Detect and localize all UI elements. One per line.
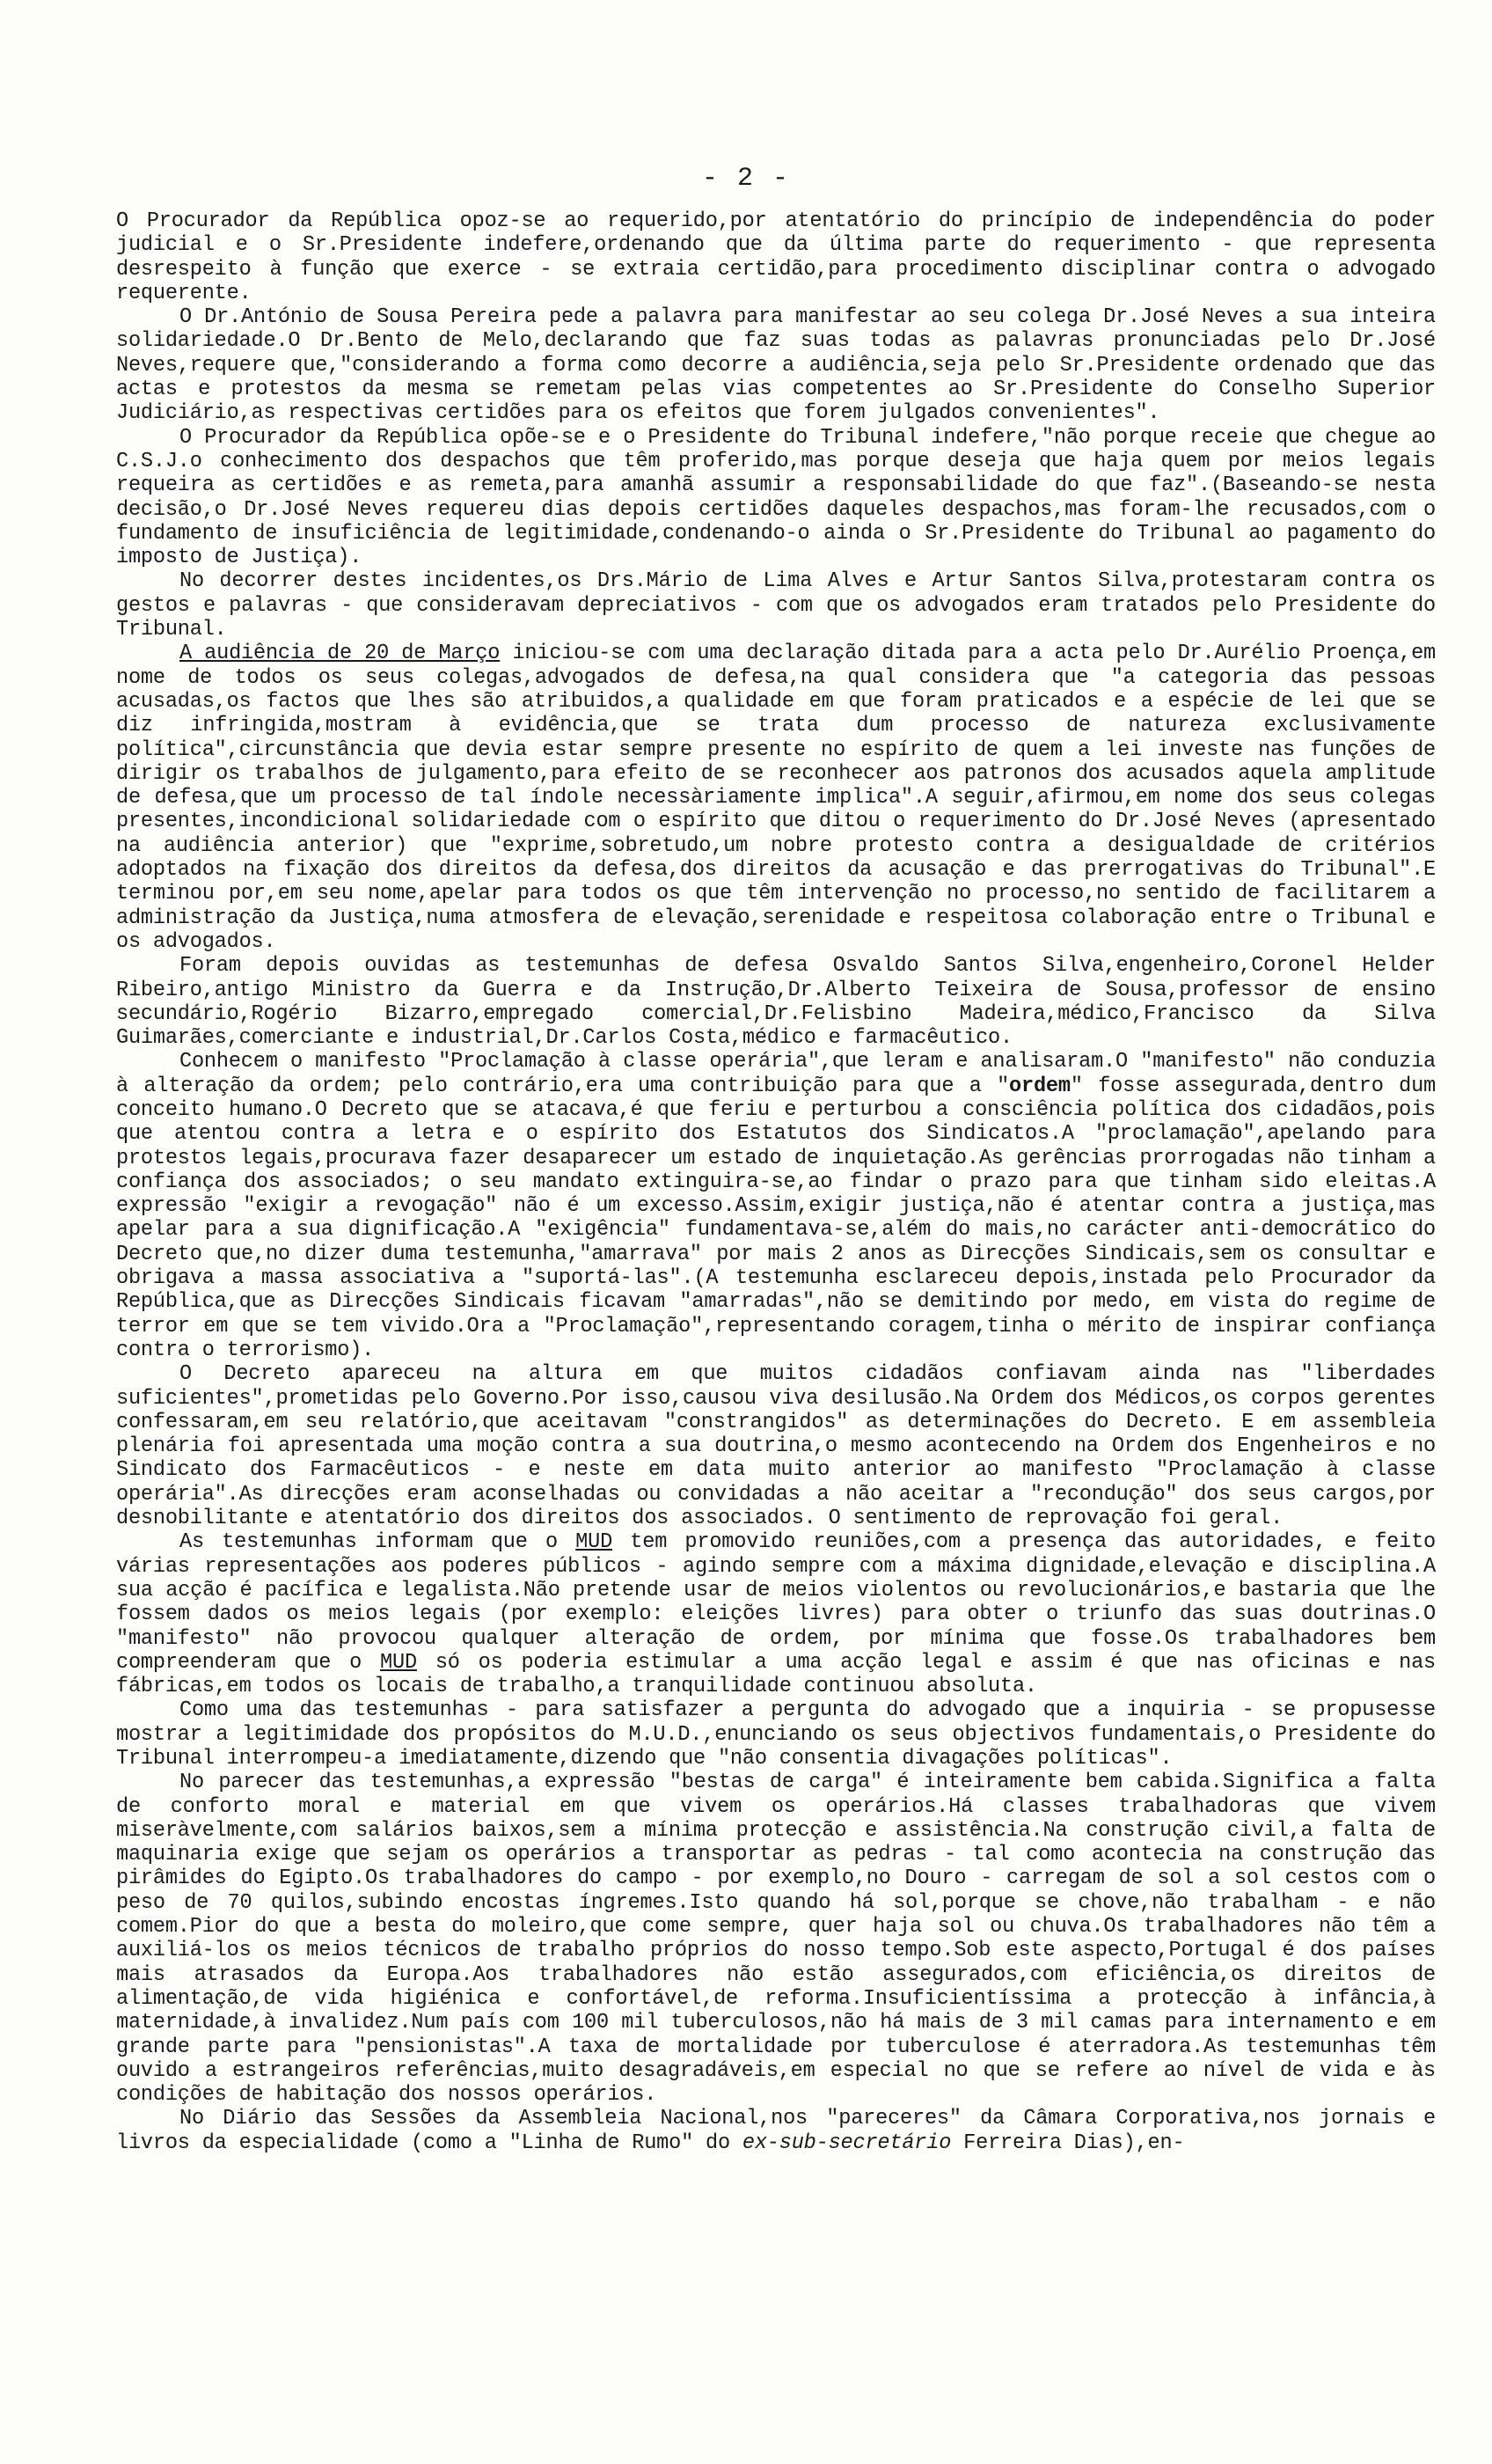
text-run: O Procurador da República opõe-se e o Presidente do Tribunal indefere,"não porque receie que chegue ao C.S.J.o conhecimento dos despachos que têm proferido,mas porque deseja que haja quem por meios legais requeira as certidões e as remeta,para amanhã assumir a responsabilidade do que faz".(Baseando-se nesta decisão,o Dr.José Neves requereu dias depois certidões daqueles despachos,mas foram-lhe recusados,com o fundamento de insuficiência de legitimidade,condenando-o ainda o Sr.Presidente do Tribunal ao pagamento do imposto de Justiça).: [116, 425, 1436, 570]
paragraph: [116, 1698, 1436, 1771]
paragraph: [116, 569, 1436, 642]
text-run: " fosse assegurada,dentro dum conceito humano.O Decreto que se atacava,é que feriu e perturbou a consciência política dos cidadãos,pois que atentou contra a letra e o espírito dos Estatutos dos Sindicatos.A "proclamação",apelando para protestos legais,procurava fazer desaparecer um estado de inquietação.As gerências prorrogadas não tinham a confiança dos associados; o seu mandato extinguira-se,ao findar o prazo para que tinham sido eleitas.A expressão "exigir a revogação" não é um excesso.Assim,exigir justiça,não é atentar contra a justiça,mas apelar para a sua dignificação.A "exigência" fundamentava-se,além do mais,no carácter anti-democrático do Decreto que,no dizer duma testemunha,"amarrava" por mais 2 anos as Direcções Sindicais,sem os consultar e obrigava a massa associativa a "suportá-las".(A testemunha esclareceu depois,instada pelo Procurador da República,que as Direcções Sindicais ficavam "amarradas",não se demitindo por medo, em vista do regime de terror em que se tem vivido.Ora a "Proclamação",representando coragem,tinha o mérito de inspirar confiança contra o terrorismo).: [116, 1074, 1436, 1362]
underlined-date-heading: A audiência de 20 de Março: [179, 642, 501, 666]
text-run: Conhecem o manifesto "Proclamação à classe operária",que leram e analisaram.O "manifesto" não conduzia à alteração da ordem; pelo contrário,era uma contribuição para que a ": [116, 1050, 1436, 1098]
text-run: só os poderia estimular a uma acção legal e assim é que nas oficinas e nas fábricas,em todos os locais de trabalho,a tranquilidade continuou absoluta.: [116, 1650, 1436, 1699]
text-run: As testemunhas informam que o: [179, 1530, 576, 1555]
paragraph: [116, 642, 1436, 954]
emphasized-word: ordem: [1009, 1074, 1071, 1098]
paragraph: [116, 1050, 1436, 1362]
page-number: - 2 -: [701, 164, 790, 194]
paragraph: [116, 426, 1436, 570]
paragraph: [116, 1530, 1436, 1698]
underlined-acronym: MUD: [575, 1530, 613, 1555]
text-run: Como uma das testemunhas - para satisfazer a pergunta do advogado que a inquiria - se propusesse mostrar a legitimidade dos propósitos do M.U.D.,enunciando os seus objectivos fundamentais,o Presidente do Tribunal interrompeu-a imediatamente,dizendo que "não consentia divagações políticas".: [116, 1698, 1436, 1771]
text-run: iniciou-se com uma declaração ditada para a acta pelo Dr.Aurélio Proença,em nome de todos os seus colegas,advogados de defesa,na qual considera que "a categoria das pessoas acusadas,os factos que lhes são atribuidos,a qualidade em que foram praticados e a espécie de lei que se diz infringida,mostram à evidência,que se trata dum processo de natureza exclusivamente política",circunstância que devia estar sempre presente no espírito de quem a lei investe nas funções de dirigir os trabalhos de julgamento,para efeito de se reconhecer aos patronos dos acusados aquela amplitude de defesa,que um processo de tal índole necessàriamente implica".A seguir,afirmou,em nome dos seus colegas presentes,incondicional solidariedade com o espírito que ditou o requerimento do Dr.José Neves (apresentado na audiência anterior) que "exprime,sobretudo,um nobre protesto contra a desigualdade de critérios adoptados na fixação dos direitos da defesa,dos direitos da acusação e das prerrogativas do Tribunal".E terminou por,em seu nome,apelar para todos os que têm intervenção no processo,no sentido de facilitarem a administração da Justiça,numa atmosfera de elevação,serenidade e respeitosa colaboração entre o Tribunal e os advogados.: [116, 642, 1436, 954]
paragraph: [116, 1771, 1436, 2107]
text-run: O Dr.António de Sousa Pereira pede a palavra para manifestar ao seu colega Dr.José Neves a sua inteira solidariedade.O Dr.Bento de Melo,declarando que faz suas todas as palavras pronunciadas pelo Dr.José Neves,requere que,"considerando a forma como decorre a audiência,seja pelo Sr.Presidente ordenado que das actas e protestos da mesma se remetam pelas vias competentes ao Sr.Presidente do Conselho Superior Judiciário,as respectivas certidões para os efeitos que forem julgados convenientes".: [116, 305, 1436, 426]
paragraph: [116, 1362, 1436, 1530]
text-run: O Decreto apareceu na altura em que muitos cidadãos confiavam ainda nas "liberdades suficientes",prometidas pelo Governo.Por isso,causou viva desilusão.Na Ordem dos Médicos,os corpos gerentes confessaram,em seu relatório,que aceitavam "constrangidos" as determinações do Decreto. E em assembleia plenária foi apresentada uma moção contra a sua doutrina,o mesmo acontecendo na Ordem dos Engenheiros e no Sindicato dos Farmacêuticos - e neste em data muito anterior ao manifesto "Proclamação à classe operária".As direcções eram aconselhadas ou convidadas a não aceitar a "recondução" dos seus cargos,por desnobilitante e atentatório dos direitos dos associados. O sentimento de reprovação foi geral.: [116, 1362, 1436, 1531]
text-run: O Procurador da República opoz-se ao requerido,por atentatório do princípio de independência do poder judicial e o Sr.Presidente indefere,ordenando que da última parte do requerimento - que representa desrespeito à função que exerce - se extraia certidão,para procedimento disciplinar contra o advogado requerente.: [116, 209, 1436, 305]
text-run: No parecer das testemunhas,a expressão "bestas de carga" é inteiramente bem cabida.Significa a falta de conforto moral e material em que vivem os operários.Há classes trabalhadoras que vivem miseràvelmente,com salários baixos,sem a mínima protecção e assistência.Na construção civil,a falta de maquinaria exige que sejam os operários a transportar as pedras - tal como acontecia na construção das pirâmides do Egipto.Os trabalhadores do campo - por exemplo,no Douro - carregam de sol a sol cestos com o peso de 70 quilos,subindo encostas íngremes.Isto quando há sol,porque se chove,não trabalham - e não comem.Pior do que a besta do moleiro,que come sempre, quer haja sol ou chuva.Os trabalhadores não têm a auxiliá-los os meios técnicos de trabalho próprios do nosso tempo.Sob este aspecto,Portugal é dos países mais atrasados da Europa.Aos trabalhadores não estão assegurados,com eficiência,os direitos de alimentação,de vida higiénica e confortável,de reforma.Insuficientíssima a protecção à infância,à maternidade,à invalidez.Num país com 100 mil tuberculosos,não há mais de 3 mil camas para internamento e em grande parte para "pensionistas".A taxa de mortalidade por tuberculose é aterradora.As testemunhas têm ouvido a estrangeiros referências,muito desagradáveis,em especial no que se refere ao nível de vida e às condições de habitação dos nossos operários.: [116, 1771, 1436, 2108]
paragraph: [116, 305, 1436, 425]
paragraph: [116, 954, 1436, 1050]
italic-word: ex-sub-secretário: [742, 2130, 952, 2155]
paragraph: [116, 209, 1436, 305]
text-run: Foram depois ouvidas as testemunhas de defesa Osvaldo Santos Silva,engenheiro,Coronel Helder Ribeiro,antigo Ministro da Guerra e da Instrução,Dr.Alberto Teixeira de Sousa,professor de ensino secundário,Rogério Bizarro,empregado comercial,Dr.Felisbino Madeira,médico,Francisco da Silva Guimarães,comerciante e industrial,Dr.Carlos Costa,médico e farmacêutico.: [116, 954, 1436, 1051]
underlined-acronym: MUD: [380, 1650, 417, 1675]
document-body: [116, 209, 1436, 2155]
text-run: No decorrer destes incidentes,os Drs.Mário de Lima Alves e Artur Santos Silva,protestaram contra os gestos e palavras - que consideravam depreciativos - com que os advogados eram tratados pelo Presidente do Tribunal.: [116, 569, 1436, 642]
text-run: No Diário das Sessões da Assembleia Nacional,nos "pareceres" da Câmara Corporativa,nos jornais e livros da especialidade (como a "Linha de Rumo" do: [116, 2107, 1436, 2155]
text-run: Ferreira Dias),en-: [951, 2130, 1185, 2155]
text-run: tem promovido reuniões,com a presença das autoridades, e feito várias representações aos poderes públicos - agindo sempre com a máxima dignidade,elevação e disciplina.A sua acção é pacífica e legalista.Não pretende usar de meios violentos ou revolucionários,e bastaria que lhe fossem dados os meios legais (por exemplo: eleições livres) para obter o triunfo das suas doutrinas.O "manifesto" não provocou qualquer alteração de ordem, por mínima que fosse.Os trabalhadores bem compreenderam que o: [116, 1530, 1436, 1675]
paragraph: [116, 2107, 1436, 2155]
